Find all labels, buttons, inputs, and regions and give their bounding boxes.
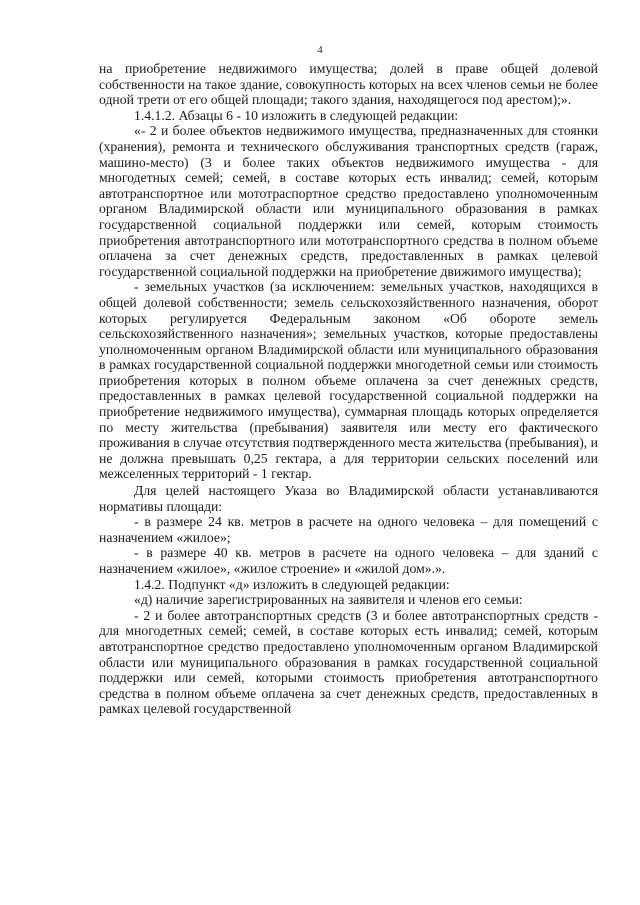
- paragraph-clause-1-4-2: 1.4.2. Подпункт «д» изложить в следующей редакции:: [134, 576, 450, 592]
- paragraph-subclause-d: «д) наличие зарегистрированных на заявителя и членов его семьи:: [134, 592, 523, 608]
- page-number: 4: [317, 44, 323, 56]
- document-body: [99, 61, 598, 717]
- paragraph-land-plots: - земельных участков (за исключением: земельных участков, находящихся в общей долевой собственности; земель сельскохозяйственного назначения, оборот которых регулируется Федеральным законом «Об обороте земель сельскохозяйственного назначения»; земельных участков, которые предоставлены уполномоченным органом Владимирской области или муниципального образования в рамках государственной социальной поддержки многодетной семьи или стоимость приобретения которых в полном объеме оплачена за счет денежных средств, предоставленных в рамках целевой государственной социальной поддержки на приобретение недвижимого имущества), суммарная площадь которых определяется по месту жительства (пребывания) заявителя или месту его фактического проживания в случае отсутствия подтвержденного места жительства (пребывания), и не должна превышать 0,25 гектара, а для территории сельских поселений или межселенных территорий - 1 гектар.: [99, 279, 598, 482]
- paragraph-area-norms-intro: Для целей настоящего Указа во Владимирской области устанавливаются нормативы площади:: [99, 483, 598, 514]
- paragraph-clause-1-4-1-2: 1.4.1.2. Абзацы 6 - 10 изложить в следующей редакции:: [134, 107, 459, 123]
- paragraph-continuation: на приобретение недвижимого имущества; долей в праве общей долевой собственности на такое здание, совокупность которых на всех членов семьи не более одной трети от его общей площади; такого здания, находящегося под арестом);».: [99, 61, 598, 108]
- paragraph-vehicles: - 2 и более автотранспортных средств (3 и более автотранспортных средств - для многодетных семей; семей, в составе которых есть инвалид; семей, которым автотранспортное средство предоставлено уполномоченным органом Владимирской области или муниципального образования в рамках государственной социальной поддержки или семей, которыми стоимость приобретения автотранспортного средства в полном объеме оплачена за счет денежных средств, предоставленных в рамках целевой государственной: [99, 607, 598, 717]
- paragraph-norm-24: - в размере 24 кв. метров в расчете на одного человека – для помещений с назначением «жилое»;: [99, 514, 598, 545]
- paragraph-garage-objects: «- 2 и более объектов недвижимого имущества, предназначенных для стоянки (хранения), ремонта и технического обслуживания транспортных средств (гараж, машино-место) (3 и более таких объектов недвижимого имущества - для многодетных семей; семей, в составе которых есть инвалид; семей, которым автотранспортное или мототраспортное средство предоставлено уполномоченным органом Владимирской области или муниципального образования в рамках государственной социальной поддержки или семей, которым стоимость приобретения автотранспортного или мототранспортного средства в полном объеме оплачена за счет денежных средств, предоставленных в рамках целевой государственной социальной поддержки на приобретение движимого имущества);: [99, 123, 598, 279]
- paragraph-norm-40: - в размере 40 кв. метров в расчете на одного человека – для зданий с назначением «жилое», «жилое строение» и «жилой дом».».: [99, 545, 598, 576]
